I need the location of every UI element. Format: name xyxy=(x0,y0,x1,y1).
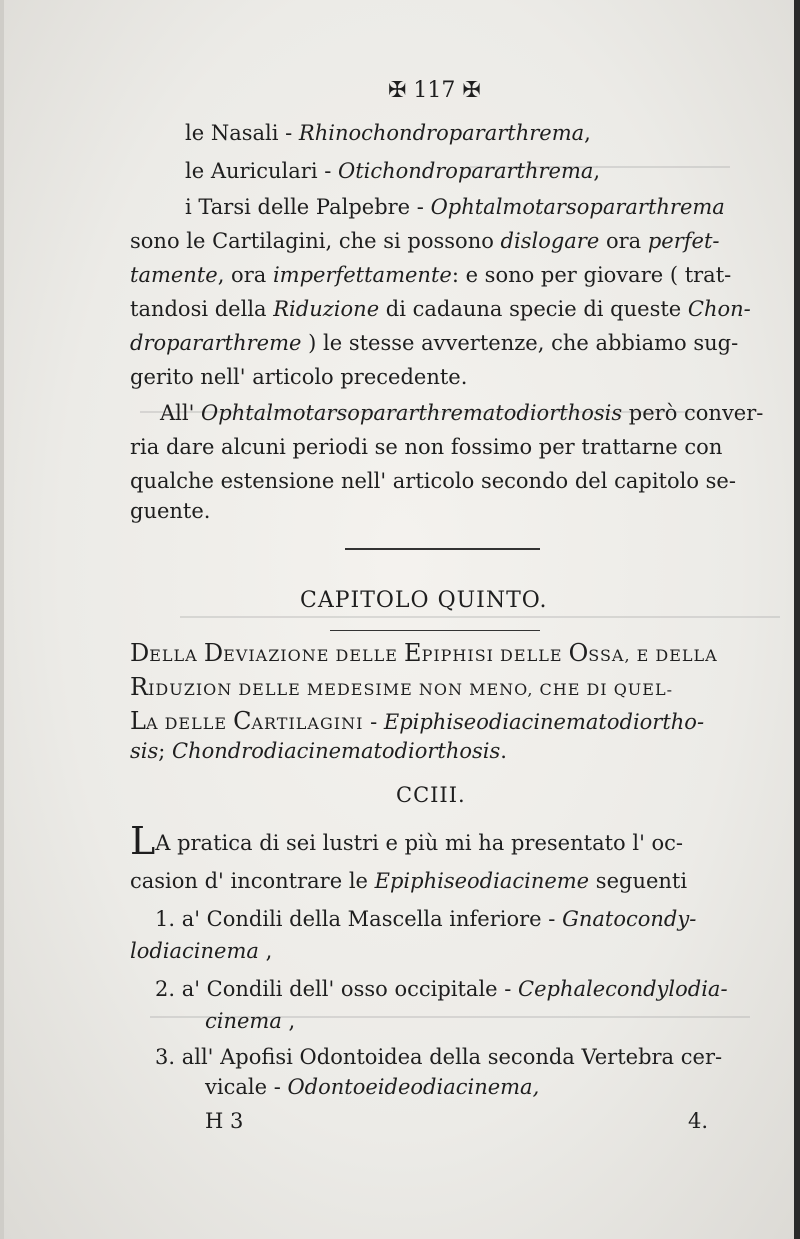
text: EVIAZIONE DELLE xyxy=(223,646,405,665)
section-number: CCIII. xyxy=(396,783,466,807)
text: R xyxy=(130,673,149,701)
chapter-rule xyxy=(330,630,540,631)
text: - xyxy=(541,907,563,931)
text-line xyxy=(130,228,720,254)
text: - xyxy=(497,977,519,1001)
text: guente. xyxy=(130,499,211,523)
text: però conver- xyxy=(622,401,764,425)
text: - xyxy=(267,1075,288,1099)
text: A pratica di sei lustri e più mi ha presentato l' oc- xyxy=(155,831,684,855)
list-line xyxy=(185,158,600,184)
text: vicale xyxy=(205,1075,268,1099)
text: qualche estensione nell' articolo secondo del capitolo se- xyxy=(130,469,736,493)
text: ; xyxy=(158,739,173,763)
text: casion d' incontrare le xyxy=(130,869,375,893)
text: - xyxy=(363,710,384,734)
text: 1. a' Condili della Mascella inferiore xyxy=(155,907,542,931)
text-line xyxy=(130,330,738,356)
chapter-title: CAPITOLO QUINTO. xyxy=(300,588,548,613)
text: D xyxy=(203,639,224,667)
text: Cephalecondylodia- xyxy=(518,977,728,1001)
text: . xyxy=(500,739,507,763)
text: lodiacinema xyxy=(130,939,259,963)
page-right-edge xyxy=(794,0,800,1239)
text: A DELLE xyxy=(145,714,234,733)
dash: - xyxy=(278,121,299,145)
term-label: le Nasali xyxy=(185,121,279,145)
subtitle-line xyxy=(130,708,704,737)
term-name: Rhinochondropararthrema xyxy=(298,121,585,145)
text: , xyxy=(281,1009,296,1033)
text: Odontoeideodiacinema, xyxy=(287,1075,540,1099)
list-line xyxy=(185,194,725,220)
text: L xyxy=(130,707,146,735)
text: cinema xyxy=(205,1009,282,1033)
text-line xyxy=(130,868,687,894)
text: perfet- xyxy=(647,229,720,253)
text: tamente xyxy=(130,263,218,287)
text: tandosi della xyxy=(130,297,274,321)
text: Epiphiseodiacineme xyxy=(374,869,590,893)
text: PIPHISI DELLE xyxy=(421,646,569,665)
section-rule xyxy=(345,548,540,550)
list-item-cont xyxy=(205,1008,295,1034)
punct: , xyxy=(593,159,601,183)
subtitle-line xyxy=(130,640,718,669)
text-line xyxy=(130,364,467,390)
text-line xyxy=(130,434,722,460)
list-item xyxy=(155,1044,722,1070)
catchword: 4. xyxy=(688,1109,709,1133)
text-line xyxy=(130,262,731,288)
list-item xyxy=(155,906,696,932)
term-name: Ophtalmotarsopararthrema xyxy=(430,195,725,219)
page-left-edge xyxy=(0,0,4,1239)
list-item-cont xyxy=(205,1074,539,1100)
text: D xyxy=(130,639,150,667)
text: SSA, E DELLA xyxy=(588,646,718,665)
text: ARTILAGINI xyxy=(251,714,364,733)
text: , ora xyxy=(217,263,273,287)
text: gerito nell' articolo precedente. xyxy=(130,365,468,389)
text: , xyxy=(258,939,273,963)
punct: , xyxy=(584,121,591,145)
text: dislogare xyxy=(500,229,600,253)
text-line xyxy=(130,498,210,524)
text-line xyxy=(160,400,763,426)
list-line xyxy=(185,120,591,146)
term-label: i Tarsi delle Palpebre xyxy=(185,195,411,219)
drop-cap: L xyxy=(130,819,156,863)
text-line xyxy=(130,296,751,322)
text: Riduzione xyxy=(273,297,380,321)
text: sis xyxy=(130,739,159,763)
subtitle-line xyxy=(130,674,673,703)
signature-mark: H 3 xyxy=(205,1109,244,1133)
text-line xyxy=(130,468,736,494)
text: imperfettamente xyxy=(272,263,452,287)
dash: - xyxy=(317,159,338,183)
text: 2. a' Condili dell' osso occipitale xyxy=(155,977,498,1001)
subtitle-line xyxy=(130,738,507,764)
list-item-cont xyxy=(130,938,272,964)
text: ) le stesse avvertenze, che abbiamo sug- xyxy=(301,331,739,355)
text: ELLA xyxy=(149,646,204,665)
text: di cadauna specie di queste xyxy=(379,297,688,321)
text: IDUZION DELLE MEDESIME NON MENO, CHE DI QUEL- xyxy=(148,680,673,699)
text: ora xyxy=(599,229,648,253)
text: C xyxy=(233,707,252,735)
dash: - xyxy=(410,195,431,219)
term-name: Otichondropararthrema xyxy=(338,159,594,183)
text: dropararthreme xyxy=(130,331,302,355)
text: : e sono per giovare ( trat- xyxy=(451,263,732,287)
text: 3. all' Apofisi Odontoidea della seconda Vertebra cer- xyxy=(155,1045,723,1069)
text: Ophtalmotarsopararthrematodiorthosis xyxy=(201,401,623,425)
term-label: le Auriculari xyxy=(185,159,318,183)
text: Chondrodiacinematodiorthosis xyxy=(172,739,501,763)
text: sono le Cartilagini, che si possono xyxy=(130,229,501,253)
text: Epiphiseodiacinematodiortho- xyxy=(383,710,705,734)
text: seguenti xyxy=(589,869,688,893)
text: Gnatocondy- xyxy=(562,907,697,931)
text: O xyxy=(568,639,589,667)
page-header: ✠ 117 ✠ xyxy=(388,78,481,103)
list-item xyxy=(155,976,728,1002)
text: Chon- xyxy=(687,297,751,321)
text: All' xyxy=(160,401,202,425)
text-line xyxy=(130,819,684,863)
text: ria dare alcuni periodi se non fossimo per trattarne con xyxy=(130,435,723,459)
text: E xyxy=(404,639,422,667)
